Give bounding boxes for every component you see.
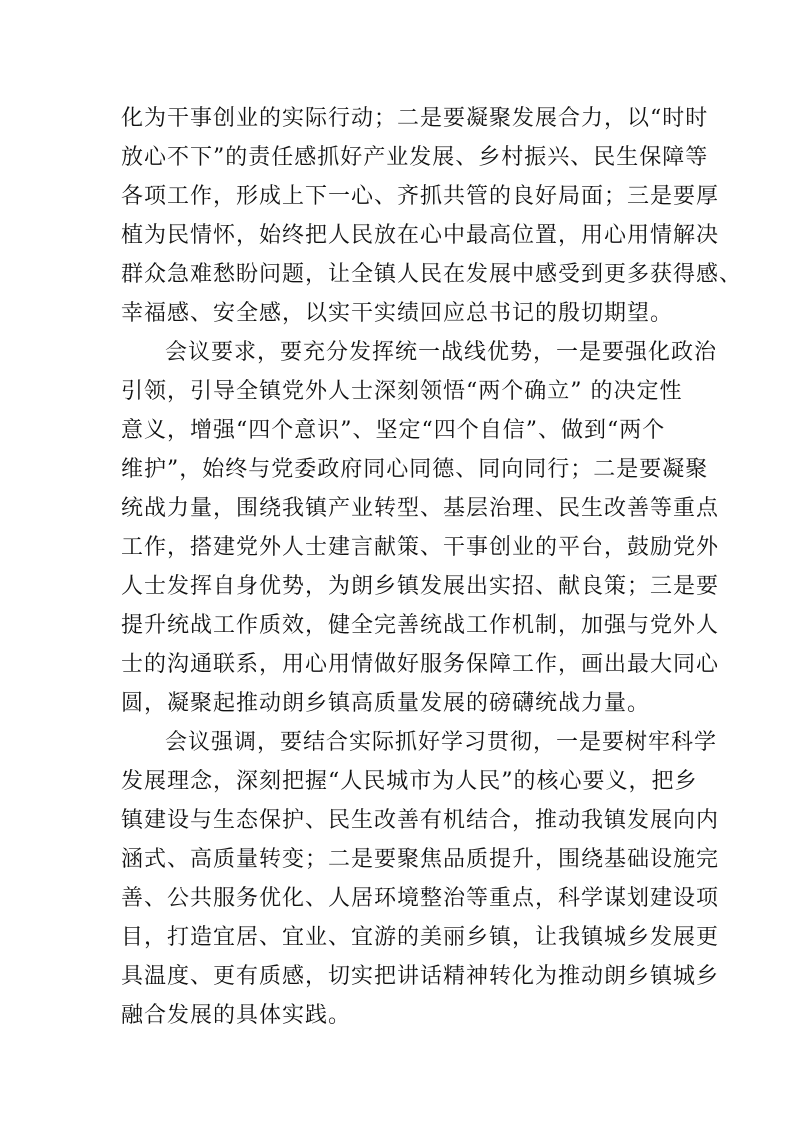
text-line: 工作，搭建党外人士建言献策、干事创业的平台，鼓励党外 xyxy=(121,535,720,560)
text-line: 具温度、更有质感，切实把讲话精神转化为推动朗乡镇城乡 xyxy=(121,964,720,989)
text-line: 士的沟通联系，用心用情做好服务保障工作，画出最大同心 xyxy=(121,652,720,677)
text-line: 引领，引导全镇党外人士深刻领悟“两个确立” 的决定性 xyxy=(121,379,683,404)
text-line: 善、公共服务优化、人居环境整治等重点，科学谋划建设项 xyxy=(121,886,720,911)
text-line: 目，打造宜居、宜业、宜游的美丽乡镇，让我镇城乡发展更 xyxy=(121,925,720,950)
document-body xyxy=(121,99,743,1035)
paragraph-1 xyxy=(121,99,743,333)
paragraph-3 xyxy=(121,723,720,1035)
text-line: 群众急难愁盼问题，让全镇人民在发展中感受到更多获得感、 xyxy=(121,262,743,287)
text-line: 镇建设与生态保护、民生改善有机结合，推动我镇发展向内 xyxy=(121,808,720,833)
text-line: 圆，凝聚起推动朗乡镇高质量发展的磅礴统战力量。 xyxy=(121,691,651,716)
text-line: 意义，增强“四个意识”、坚定“四个自信”、做到“两个 xyxy=(121,418,666,443)
text-line: 会议要求，要充分发挥统一战线优势，一是要强化政治 xyxy=(165,340,718,365)
text-line: 各项工作，形成上下一心、齐抓共管的良好局面；三是要厚 xyxy=(121,184,720,209)
text-line: 植为民情怀，始终把人民放在心中最高位置，用心用情解决 xyxy=(121,223,720,248)
text-line: 会议强调，要结合实际抓好学习贯彻，一是要树牢科学 xyxy=(165,730,718,755)
text-line: 发展理念，深刻把握“人民城市为人民”的核心要义，把乡 xyxy=(121,769,698,794)
text-line: 化为干事创业的实际行动；二是要凝聚发展合力，以“时时 xyxy=(121,106,709,131)
text-line: 统战力量，围绕我镇产业转型、基层治理、民生改善等重点 xyxy=(121,496,720,521)
text-line: 涵式、高质量转变；二是要聚焦品质提升，围绕基础设施完 xyxy=(121,847,720,872)
text-line: 维护”，始终与党委政府同心同德、同向同行；二是要凝聚 xyxy=(121,457,709,482)
text-line: 放心不下”的责任感抓好产业发展、乡村振兴、民生保障等 xyxy=(121,145,709,170)
text-line: 融合发展的具体实践。 xyxy=(121,1003,352,1028)
text-line: 提升统战工作质效，健全完善统战工作机制，加强与党外人 xyxy=(121,613,720,638)
text-line: 人士发挥自身优势，为朗乡镇发展出实招、献良策；三是要 xyxy=(121,574,720,599)
paragraph-2 xyxy=(121,333,720,723)
text-line: 幸福感、安全感，以实干实绩回应总书记的殷切期望。 xyxy=(121,301,674,326)
